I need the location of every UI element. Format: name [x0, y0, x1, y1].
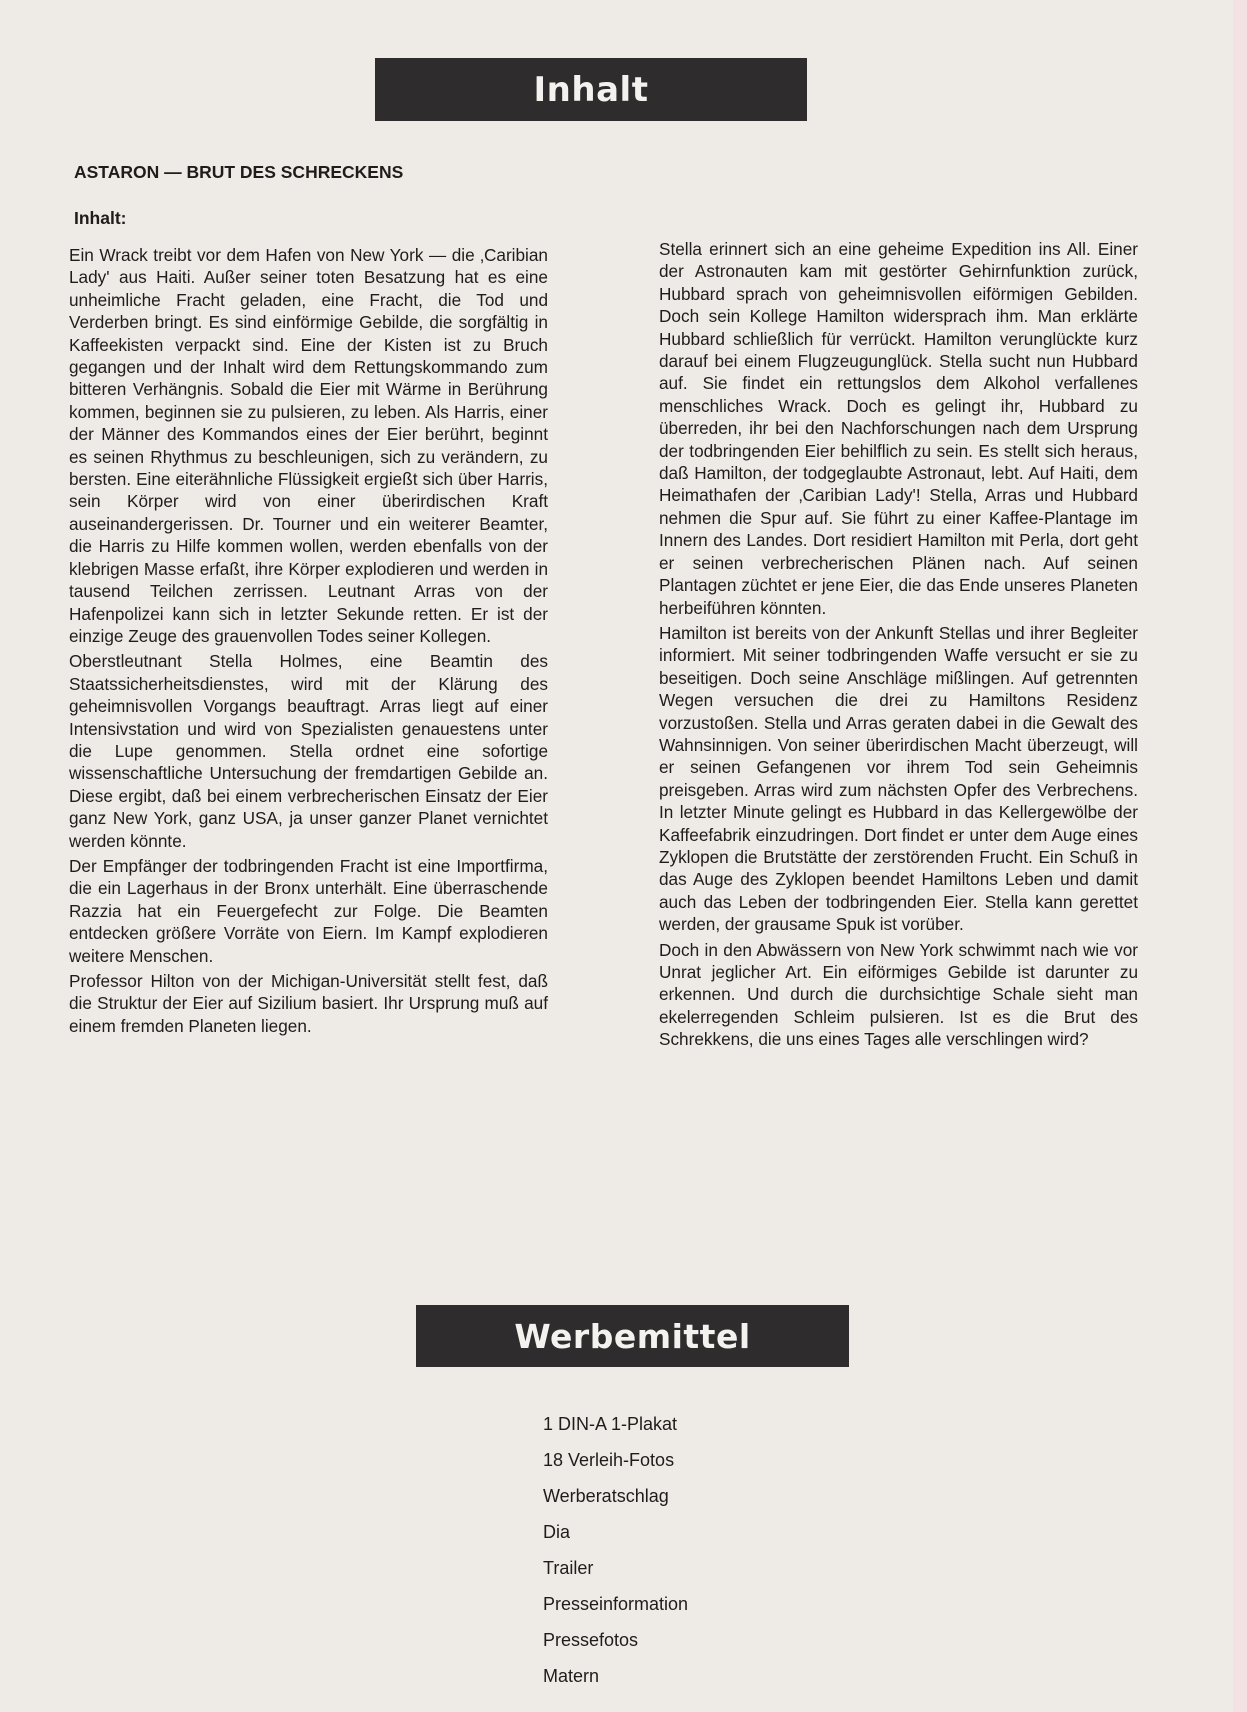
synopsis-column-left: [69, 244, 548, 1040]
list-item: Trailer: [543, 1558, 594, 1578]
list-item: Presseinformation: [543, 1594, 689, 1614]
paragraph: Professor Hilton von der Michigan-Universität stellt fest, daß die Struktur der Eier auf Sizilium basiert. Ihr Ursprung muß auf einem fremden Planeten liegen.: [69, 971, 548, 1036]
list-item: 18 Verleih-Fotos: [543, 1450, 675, 1470]
paragraph: Ein Wrack treibt vor dem Hafen von New York — die ‚Caribian Lady' aus Haiti. Außer seiner toten Besatzung hat es eine unheimliche Fracht geladen, eine Fracht, die Tod und Verderben bringt. Es sind einförmige Gebilde, die sorgfältig in Kaffeekisten verpackt sind. Eine der Kisten ist zu Bruch gegangen und der Inhalt wird dem Rettungskommando zum bitteren Verhängnis. Sobald die Eier mit Wärme in Berührung kommen, beginnen sie zu pulsieren, zu leben. Als Harris, einer der Männer des Kommandos eines der Eier berührt, beginnt es seinen Rhythmus zu beschleunigen, sich zu verändern, zu bersten. Eine eiterähnliche Flüssigkeit ergießt sich über Harris, sein Körper wird von einer überirdischen Kraft auseinandergerissen. Dr. Tourner und ein weiterer Beamter, die Harris zu Hilfe kommen wollen, werden ebenfalls von der klebrigen Masse erfaßt, ihre Körper explodieren und werden in tausend Teilchen zerrissen. Leutnant Arras von der Hafenpolizei kann sich in letzter Sekunde retten. Er ist der einzige Zeuge des grauenvollen Todes seiner Kollegen.: [69, 245, 548, 646]
synopsis-column-right: [659, 238, 1138, 1054]
paragraph: Der Empfänger der todbringenden Fracht ist eine Importfirma, die ein Lagerhaus in der Bronx unterhält. Eine überraschende Razzia hat ein Feuergefecht zur Folge. Die Beamten entdecken größere Vorräte von Eiern. Im Kampf explodieren weitere Menschen.: [69, 855, 548, 966]
synopsis-heading: Inhalt:: [74, 208, 127, 228]
paragraph: Doch in den Abwässern von New York schwimmt nach wie vor Unrat jeglicher Art. Ein eiförmiges Gebilde ist darunter zu erkennen. Und durch die durchsichtige Schale sieht man ekelerregenden Schleim pulsieren. Ist es die Brut des Schrekkens, die uns eines Tages alle verschlingen wird?: [659, 939, 1138, 1050]
section-banner-inhalt: Inhalt: [375, 58, 807, 121]
list-item: Pressefotos: [543, 1630, 639, 1650]
list-item: Werberatschlag: [543, 1486, 669, 1506]
section-banner-werbemittel: Werbemittel: [416, 1305, 849, 1367]
list-item: 1 DIN-A 1-Plakat: [543, 1414, 678, 1434]
film-title: ASTARON — BRUT DES SCHRECKENS: [74, 162, 404, 182]
paragraph: Oberstleutnant Stella Holmes, eine Beamtin des Staatssicherheitsdienstes, wird mit der Klärung des geheimnisvollen Vorgangs beauftragt. Arras liegt auf einer Intensivstation und wird von Spezialisten genauestens unter die Lupe genommen. Stella ordnet eine sofortige wissenschaftliche Untersuchung der fremdartigen Gebilde an. Diese ergibt, daß bei einem verbrecherischen Einsatz der Eier ganz New York, ganz USA, ja unser ganzer Planet vernichtet werden könnte.: [69, 651, 548, 851]
paragraph: Hamilton ist bereits von der Ankunft Stellas und ihrer Begleiter informiert. Mit seiner todbringenden Waffe versucht er sie zu beseitigen. Doch seine Anschläge mißlingen. Auf getrennten Wegen versuchen die drei zu Hamiltons Residenz vorzustoßen. Stella und Arras geraten dabei in die Gewalt des Wahnsinnigen. Von seiner überirdischen Macht überzeugt, will er seinen Gefangenen vor ihrem Tod sein Geheimnis preisgeben. Arras wird zum nächsten Opfer des Verbrechens. In letzter Minute gelingt es Hubbard in das Kellergewölbe der Kaffeefabrik einzudringen. Dort findet er unter dem Auge eines Zyklopen die Brutstätte der zerstörenden Frucht. Ein Schuß in das Auge des Zyklopen beendet Hamiltons Leben und damit auch das Leben der todbringenden Eier. Stella kann gerettet werden, der grausame Spuk ist vorüber.: [659, 622, 1138, 935]
list-item: Matern: [543, 1666, 600, 1686]
werbemittel-list: [543, 1412, 688, 1700]
list-item: Dia: [543, 1522, 571, 1542]
page-edge: [1233, 0, 1247, 1712]
paragraph: Stella erinnert sich an eine geheime Expedition ins All. Einer der Astronauten kam mit gestörter Gehirnfunktion zurück, Hubbard sprach von geheimnisvollen eiförmigen Gebilden. Doch sein Kollege Hamilton widersprach ihm. Man erklärte Hubbard schließlich für verrückt. Hamilton verunglückte kurz darauf bei einem Flugzeugunglück. Stella sucht nun Hubbard auf. Sie findet ein rettungslos dem Alkohol verfallenes menschliches Wrack. Doch es gelingt ihr, Hubbard zu überreden, ihr bei den Nachforschungen nach dem Ursprung der todbringenden Eier behilflich zu sein. Es stellt sich heraus, daß Hamilton, der todgeglaubte Astronaut, lebt. Auf Haiti, dem Heimathafen der ‚Caribian Lady'! Stella, Arras und Hubbard nehmen die Spur auf. Sie führt zu einer Kaffee-Plantage im Innern des Landes. Dort residiert Hamilton mit Perla, dort geht er seinen verbrecherischen Plänen nach. Auf seinen Plantagen züchtet er jene Eier, die das Ende unseres Planeten herbeiführen könnten.: [659, 239, 1138, 618]
